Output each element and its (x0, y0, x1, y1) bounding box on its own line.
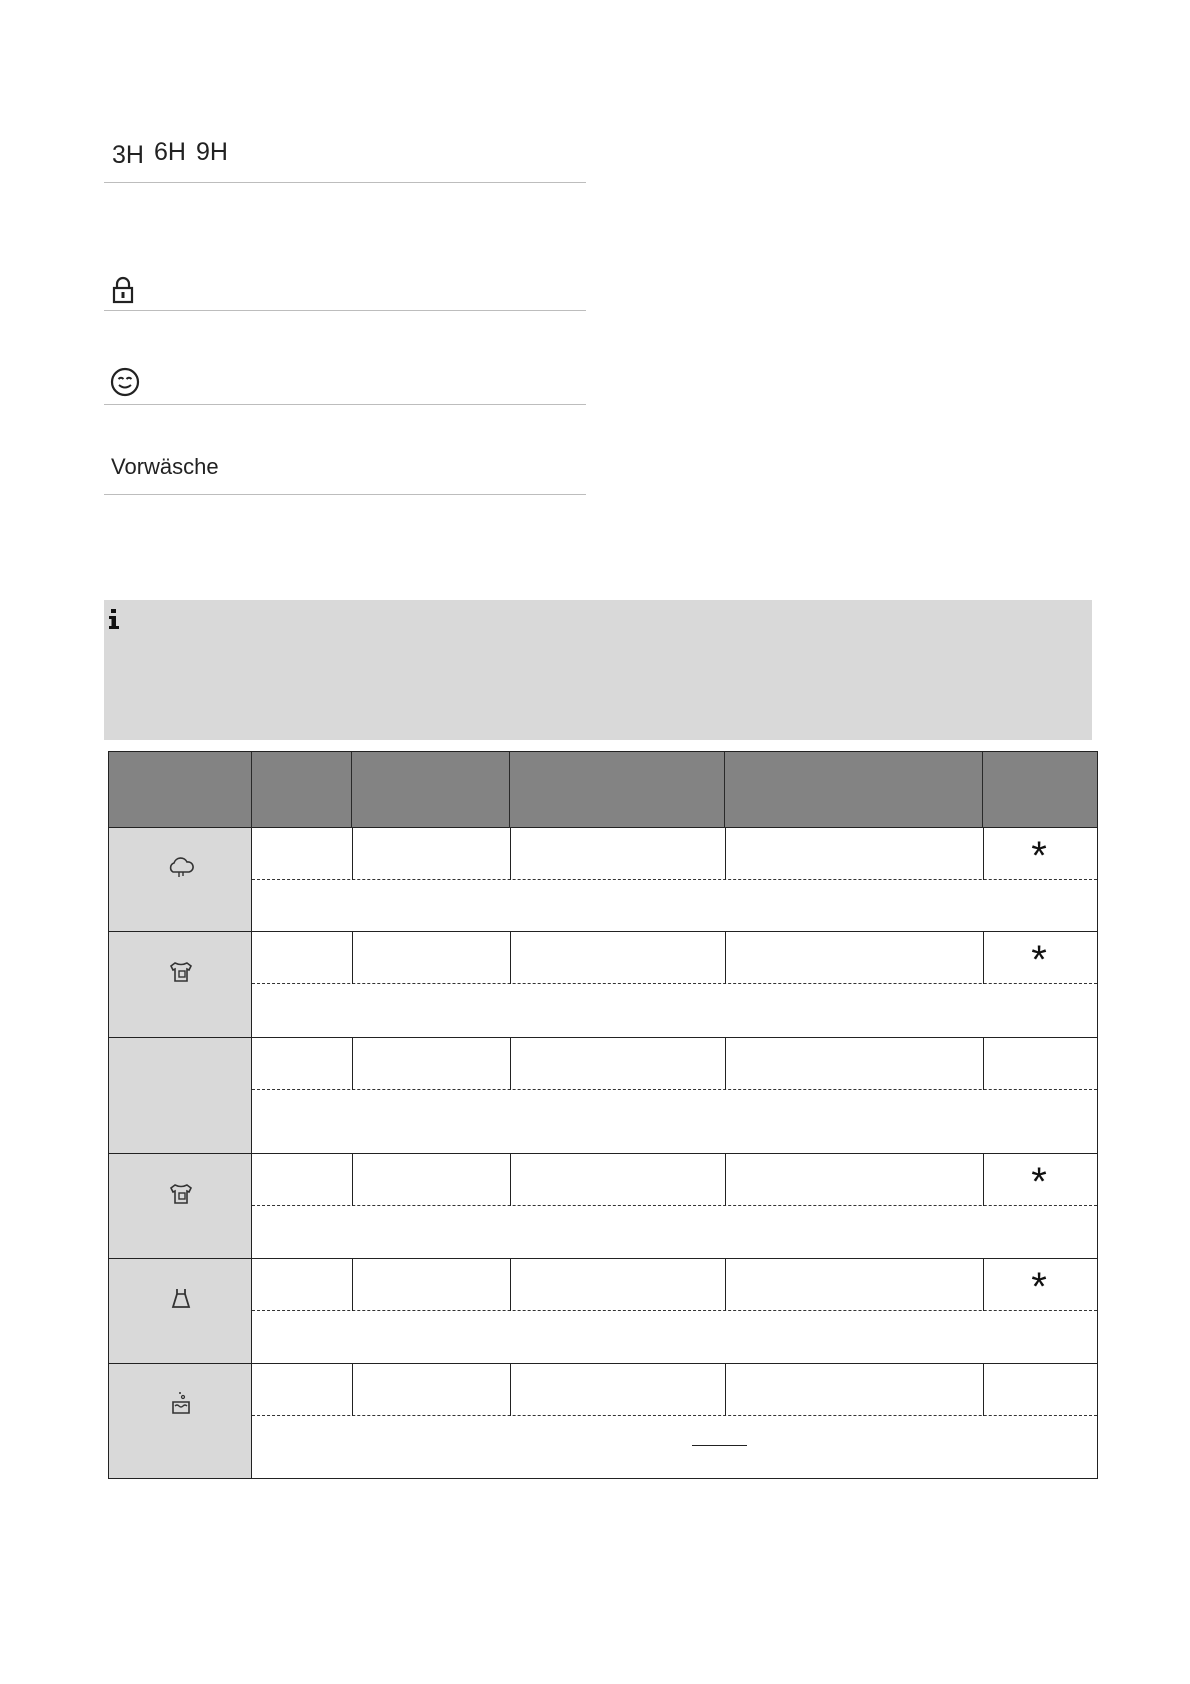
header-cell (983, 752, 1097, 828)
delay-3h-label: 3H (112, 141, 144, 169)
table-header (109, 752, 1097, 828)
table-row (109, 1038, 1097, 1154)
program-label-cell (109, 1364, 252, 1478)
table-row (109, 1364, 1097, 1478)
program-table (108, 751, 1098, 1479)
option-delay-start (104, 138, 586, 183)
shirt-icon (165, 956, 197, 988)
header-cell (109, 752, 252, 828)
header-cell (252, 752, 352, 828)
program-label-cell (109, 1154, 252, 1258)
asterisk-mark: * (1031, 834, 1047, 878)
cloud-steam-icon (165, 852, 197, 884)
shirt-icon (165, 1178, 197, 1210)
option-eco (104, 360, 586, 405)
option-prewash (104, 454, 586, 495)
table-row (109, 1259, 1097, 1364)
header-cell (725, 752, 983, 828)
table-row (109, 1154, 1097, 1259)
value-cells (252, 1154, 1097, 1206)
asterisk-mark: * (1031, 1265, 1047, 1309)
asterisk-mark: * (1031, 1160, 1047, 1204)
info-icon (108, 609, 120, 629)
delay-9h-label: 9H (195, 138, 228, 166)
table-row (109, 828, 1097, 932)
asterisk-mark: * (1031, 938, 1047, 982)
dress-icon (165, 1283, 197, 1315)
wash-tub-icon (165, 1388, 197, 1420)
program-label-cell (109, 828, 252, 931)
header-cell (510, 752, 725, 828)
value-cells (252, 932, 1097, 984)
program-label-cell (109, 932, 252, 1037)
info-note (104, 600, 1092, 740)
program-label-cell (109, 1259, 252, 1363)
value-cells (252, 1364, 1097, 1416)
prewash-label: Vorwäsche (111, 454, 219, 479)
value-cells (252, 1038, 1097, 1090)
value-cells (252, 828, 1097, 880)
underline-mark (692, 1445, 747, 1446)
option-child-lock (104, 270, 586, 311)
lock-icon (112, 276, 134, 304)
value-cells (252, 1259, 1097, 1311)
delay-6h-label: 6H (153, 138, 186, 166)
table-row (109, 932, 1097, 1038)
program-label-cell (109, 1038, 252, 1153)
smiley-face-icon (110, 367, 140, 397)
header-cell (352, 752, 510, 828)
